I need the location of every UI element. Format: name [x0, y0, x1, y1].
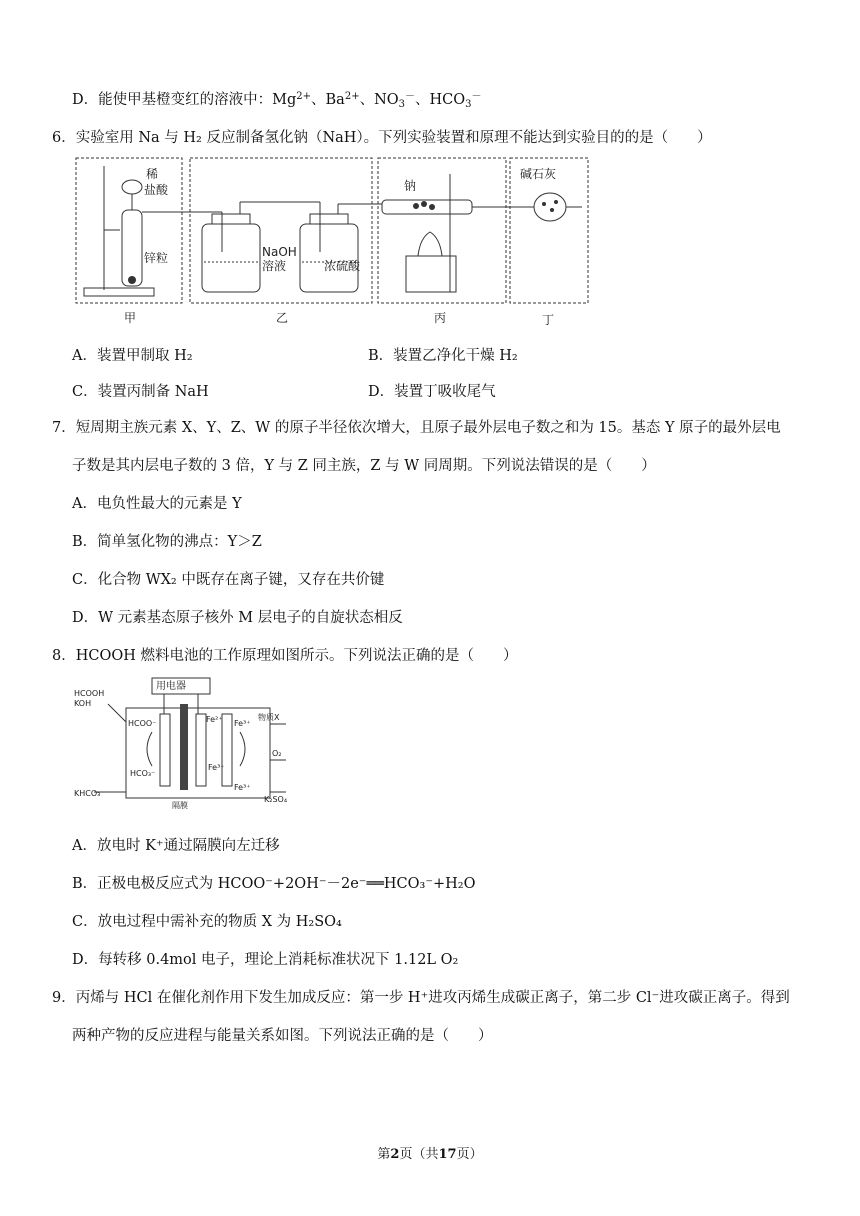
- q6-option-b: B．装置乙净化干燥 H₂: [368, 348, 518, 364]
- q8-fuel-cell-figure: [72, 674, 302, 814]
- q8-option-d: D．每转移 0.4mol 电子，理论上消耗标准状况下 1.12L O₂: [72, 952, 459, 968]
- q6-option-d: D．装置丁吸收尾气: [368, 384, 496, 400]
- q8-option-a: A．放电时 K⁺通过隔膜向左迁移: [72, 838, 280, 854]
- label-zinc: 锌粒: [144, 251, 169, 265]
- label-sodium: 钠: [404, 179, 417, 193]
- q6-stem: 6．实验室用 Na 与 H₂ 反应制备氢化钠（NaH）。下列实验装置和原理不能达到实验目的的是（ ）: [52, 130, 712, 146]
- label-naoh-1: NaOH: [262, 245, 297, 259]
- q8-stem: 8．HCOOH 燃料电池的工作原理如图所示。下列说法正确的是（ ）: [52, 648, 518, 664]
- label-hcl: 盐酸: [144, 183, 169, 197]
- label-sodalime: 碱石灰: [520, 167, 557, 181]
- q6-apparatus-figure: [72, 152, 592, 332]
- membrane-bar: [180, 704, 188, 790]
- q7-stem-line1: 7．短周期主族元素 X、Y、Z、W 的原子半径依次增大，且原子最外层电子数之和为 15。基态 Y 原子的最外层电: [52, 420, 781, 436]
- q6-option-c: C．装置丙制备 NaH: [72, 384, 209, 400]
- q9-stem-line2: 两种产物的反应进程与能量关系如图。下列说法正确的是（ ）: [72, 1028, 493, 1044]
- q8-option-b: B．正极电极反应式为 HCOO⁻+2OH⁻－2e⁻══HCO₃⁻+H₂O: [72, 876, 476, 892]
- label-naoh-2: 溶液: [262, 259, 287, 273]
- q7-option-c: C．化合物 WX₂ 中既存在离子键，又存在共价键: [72, 572, 385, 588]
- label-jia: 甲: [124, 311, 137, 325]
- label-o2: O₂: [272, 749, 282, 758]
- label-fe3-c: Fe³⁺: [234, 783, 251, 792]
- label-ding: 丁: [542, 313, 555, 327]
- label-device: 用电器: [156, 681, 186, 692]
- label-yi: 乙: [276, 311, 289, 325]
- label-fe3-b: Fe³⁺: [208, 763, 225, 772]
- q7-option-a: A．电负性最大的元素是 Y: [72, 496, 242, 512]
- q9-stem-line1: 9．丙烯与 HCl 在催化剂作用下发生加成反应：第一步 H⁺进攻丙烯生成碳正离子，第二步 Cl⁻进攻碳正离子。得到: [52, 990, 790, 1006]
- frame-yi: [190, 158, 372, 303]
- label-khco3: KHCO₃: [74, 789, 101, 798]
- label-fe2: Fe²⁺: [206, 715, 223, 724]
- label-membrane: 隔膜: [172, 801, 188, 810]
- q5-option-d: D．能使甲基橙变红的溶液中：$Mg^{2+}$、$Ba^{2+}$、$NO_3^-$、$HCO_3^-$: [72, 91, 482, 110]
- label-hcooh: HCOOH: [74, 689, 105, 698]
- q8-option-c: C．放电过程中需补充的物质 X 为 H₂SO₄: [72, 914, 342, 930]
- label-koh: KOH: [74, 699, 92, 708]
- q7-option-d: D．W 元素基态原子核外 M 层电子的自旋状态相反: [72, 610, 403, 626]
- frame-bing: [378, 158, 506, 303]
- label-substance-x: 物质X: [258, 713, 280, 722]
- q7-stem-line2: 子数是其内层电子数的 3 倍，Y 与 Z 同主族，Z 与 W 同周期。下列说法错误的是（ ）: [72, 458, 656, 474]
- label-bing: 丙: [434, 311, 447, 325]
- label-fe3-a: Fe³⁺: [234, 719, 251, 728]
- label-k2so4: K₂SO₄: [264, 795, 288, 804]
- label-hco3: HCO₃⁻: [130, 769, 156, 778]
- label-hcoo: HCOO⁻: [128, 719, 157, 728]
- page-footer: 第2页（共17页）: [377, 1147, 483, 1162]
- label-h2so4: 浓硫酸: [324, 259, 361, 273]
- q7-option-b: B．简单氢化物的沸点：Y＞Z: [72, 534, 262, 550]
- q6-option-a: A．装置甲制取 H₂: [72, 348, 193, 364]
- label-dilute: 稀: [146, 167, 159, 181]
